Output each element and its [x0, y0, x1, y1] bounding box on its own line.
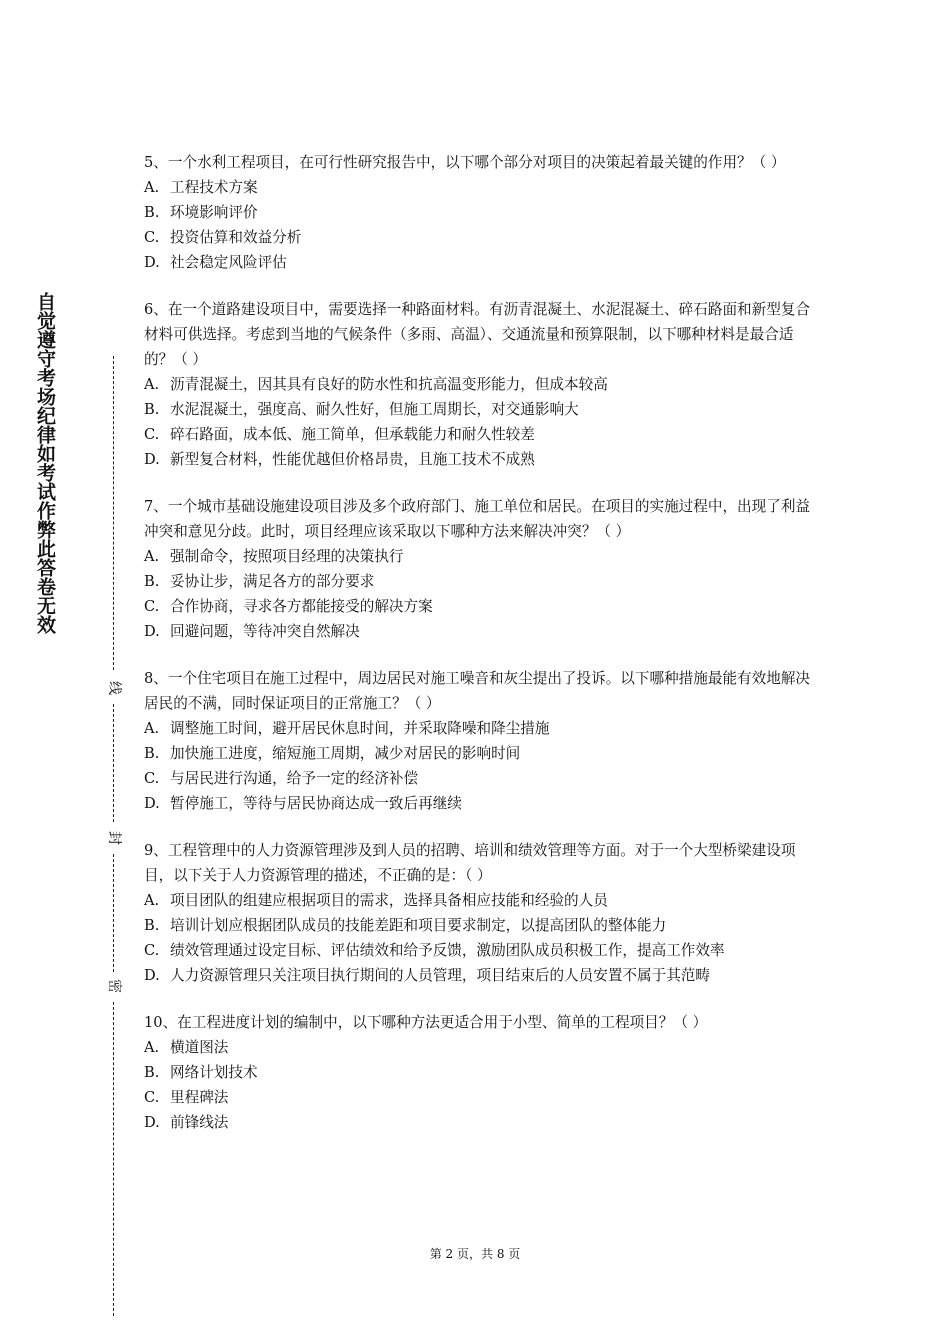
- option-text: 与居民进行沟通，给予一定的经济补偿: [170, 770, 419, 787]
- answer-option: [144, 250, 814, 275]
- option-text: 回避问题，等待冲突自然解决: [170, 623, 360, 640]
- option-text: 加快施工进度，缩短施工周期，减少对居民的影响时间: [170, 745, 521, 762]
- option-letter: B.: [144, 917, 160, 934]
- option-letter: C.: [144, 426, 160, 443]
- answer-option: [144, 397, 814, 422]
- option-text: 调整施工时间，避开居民休息时间，并采取降噪和降尘措施: [170, 720, 550, 737]
- question-text: 7、一个城市基础设施建设项目涉及多个政府部门、施工单位和居民。在项目的实施过程中，出现了利益冲突和意见分歧。此时，项目经理应该采取以下哪种方法来解决冲突？（ ）: [144, 498, 811, 540]
- option-text: 沥青混凝土，因其具有良好的防水性和抗高温变形能力，但成本较高: [170, 376, 608, 393]
- option-letter: A.: [144, 179, 160, 196]
- option-text: 横道图法: [170, 1039, 229, 1056]
- option-text: 里程碑法: [170, 1089, 229, 1106]
- option-text: 强制命令，按照项目经理的决策执行: [170, 548, 404, 565]
- answer-option: [144, 544, 814, 569]
- question-block: [144, 1010, 814, 1135]
- answer-option: [144, 569, 814, 594]
- option-letter: D.: [144, 451, 160, 468]
- answer-option: [144, 200, 814, 225]
- answer-option: [144, 1035, 814, 1060]
- answer-option: [144, 1060, 814, 1085]
- question-block: [144, 838, 814, 988]
- option-text: 培训计划应根据团队成员的技能差距和项目要求制定，以提高团队的整体能力: [170, 917, 667, 934]
- answer-option: [144, 741, 814, 766]
- option-letter: A.: [144, 892, 160, 909]
- question-text: 9、工程管理中的人力资源管理涉及到人员的招聘、培训和绩效管理等方面。对于一个大型桥梁建设项目，以下关于人力资源管理的描述，不正确的是：（ ）: [144, 842, 796, 884]
- answer-option: [144, 791, 814, 816]
- answer-option: [144, 1085, 814, 1110]
- question-text: 5、一个水利工程项目，在可行性研究报告中，以下哪个部分对项目的决策起着最关键的作用？（ ）: [144, 154, 786, 171]
- binding-seal-label: 封: [106, 831, 122, 845]
- option-letter: C.: [144, 229, 160, 246]
- option-letter: C.: [144, 942, 160, 959]
- option-letter: D.: [144, 1114, 160, 1131]
- option-letter: A.: [144, 1039, 160, 1056]
- question-text: 8、一个住宅项目在施工过程中，周边居民对施工噪音和灰尘提出了投诉。以下哪种措施最能有效地解决居民的不满，同时保证项目的正常施工？（ ）: [144, 670, 811, 712]
- question-block: [144, 666, 814, 816]
- option-letter: C.: [144, 598, 160, 615]
- question-text: 6、在一个道路建设项目中，需要选择一种路面材料。有沥青混凝土、水泥混凝土、碎石路面和新型复合材料可供选择。考虑到当地的气候条件（多雨、高温）、交通流量和预算限制，以下哪种材料是最合适的？（ ）: [144, 301, 811, 368]
- answer-option: [144, 447, 814, 472]
- option-text: 暂停施工，等待与居民协商达成一致后再继续: [170, 795, 462, 812]
- option-letter: B.: [144, 573, 160, 590]
- option-letter: C.: [144, 1089, 160, 1106]
- question-list: [144, 150, 814, 1157]
- question-block: [144, 494, 814, 644]
- answer-option: [144, 1110, 814, 1135]
- option-letter: D.: [144, 795, 160, 812]
- option-letter: D.: [144, 967, 160, 984]
- binding-secret-label: 密: [106, 979, 122, 993]
- answer-option: [144, 963, 814, 988]
- option-text: 妥协让步，满足各方的部分要求: [170, 573, 375, 590]
- answer-option: [144, 619, 814, 644]
- option-text: 社会稳定风险评估: [170, 254, 287, 271]
- option-text: 新型复合材料，性能优越但价格昂贵，且施工技术不成熟: [170, 451, 535, 468]
- option-text: 项目团队的组建应根据项目的需求，选择具备相应技能和经验的人员: [170, 892, 608, 909]
- option-text: 网络计划技术: [170, 1064, 258, 1081]
- binding-dashed-line-4: [113, 1002, 114, 1316]
- question-block: [144, 297, 814, 472]
- option-letter: B.: [144, 204, 160, 221]
- page-number: 第 2 页，共 8 页: [429, 1247, 521, 1261]
- option-text: 碎石路面，成本低、施工简单，但承载能力和耐久性较差: [170, 426, 535, 443]
- answer-option: [144, 716, 814, 741]
- option-text: 绩效管理通过设定目标、评估绩效和给予反馈，激励团队成员积极工作，提高工作效率: [170, 942, 725, 959]
- answer-option: [144, 422, 814, 447]
- answer-option: [144, 766, 814, 791]
- answer-option: [144, 888, 814, 913]
- option-text: 人力资源管理只关注项目执行期间的人员管理，项目结束后的人员安置不属于其范畴: [170, 967, 710, 984]
- binding-dashed-line-3: [113, 854, 114, 972]
- answer-option: [144, 372, 814, 397]
- binding-dashed-line-2: [113, 704, 114, 822]
- answer-option: [144, 594, 814, 619]
- exam-discipline-warning: 自觉遵守考场纪律如考试作弊此答卷无效: [34, 292, 56, 634]
- question-block: [144, 150, 814, 275]
- option-text: 水泥混凝土，强度高、耐久性好，但施工周期长，对交通影响大: [170, 401, 579, 418]
- answer-option: [144, 225, 814, 250]
- option-letter: D.: [144, 623, 160, 640]
- option-text: 投资估算和效益分析: [170, 229, 302, 246]
- option-letter: A.: [144, 720, 160, 737]
- option-letter: B.: [144, 401, 160, 418]
- option-letter: A.: [144, 376, 160, 393]
- binding-dashed-line-1: [113, 356, 114, 670]
- binding-line-label: 线: [106, 681, 122, 695]
- option-letter: D.: [144, 254, 160, 271]
- option-letter: B.: [144, 745, 160, 762]
- option-text: 工程技术方案: [170, 179, 258, 196]
- option-text: 前锋线法: [170, 1114, 229, 1131]
- option-text: 环境影响评价: [170, 204, 258, 221]
- option-letter: B.: [144, 1064, 160, 1081]
- option-letter: A.: [144, 548, 160, 565]
- answer-option: [144, 175, 814, 200]
- question-text: 10、在工程进度计划的编制中，以下哪种方法更适合用于小型、简单的工程项目？（ ）: [144, 1014, 708, 1031]
- answer-option: [144, 913, 814, 938]
- option-text: 合作协商，寻求各方都能接受的解决方案: [170, 598, 433, 615]
- option-letter: C.: [144, 770, 160, 787]
- answer-option: [144, 938, 814, 963]
